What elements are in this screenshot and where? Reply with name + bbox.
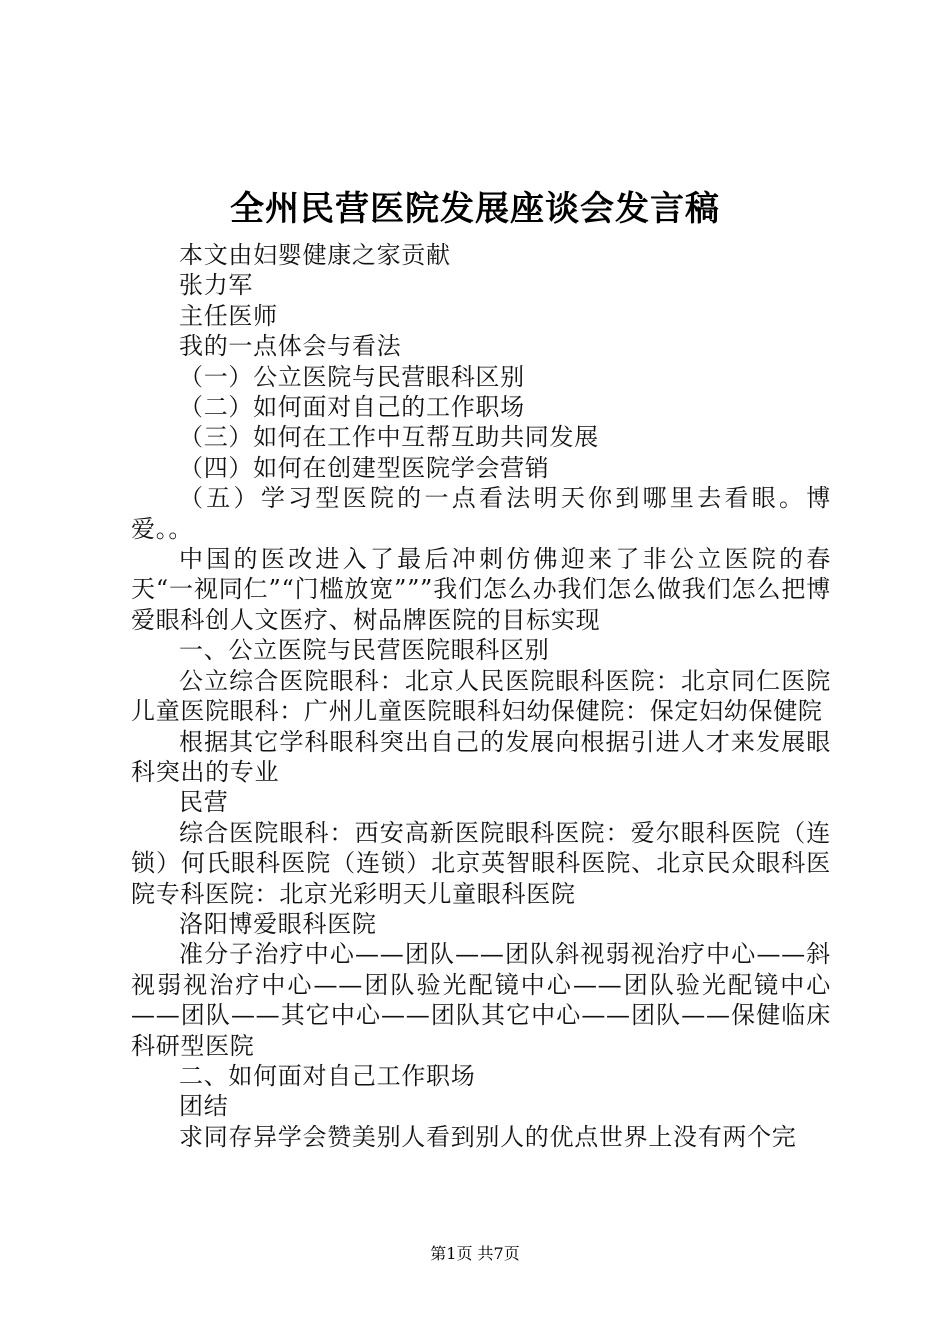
paragraph: 我的一点体会与看法 xyxy=(179,332,402,361)
paragraph: 一、公立医院与民营医院眼科区别 xyxy=(179,636,550,665)
paragraph: （一）公立医院与民营眼科区别 xyxy=(179,362,525,391)
document-title: 全州民营医院发展座谈会发言稿 xyxy=(230,189,720,229)
paragraph: 二、如何面对自己工作职场 xyxy=(179,1061,476,1090)
paragraph: 本文由妇婴健康之家贡献 xyxy=(179,241,451,269)
paragraph: （五）学习型医院的一点看法明天你到哪里去看眼。博爱。。 xyxy=(131,484,831,543)
paragraph: 洛阳博爱眼科医院 xyxy=(179,909,377,938)
paragraph: 主任医师 xyxy=(179,301,278,330)
paragraph: 民营 xyxy=(179,788,229,817)
paragraph: 综合医院眼科：西安高新医院眼科医院：爱尔眼科医院（连锁）何氏眼科医院（连锁）北京英智眼科医院、北京民众眼科医院专科医院：北京光彩明天儿童眼科医院 xyxy=(131,818,831,908)
paragraph: 根据其它学科眼科突出自己的发展向根据引进人才来发展眼科突出的专业 xyxy=(131,727,831,786)
paragraph: 中国的医改进入了最后冲刺仿佛迎来了非公立医院的春天“一视同仁”“门槛放宽”””我们怎么办我们怎么做我们怎么把博爱眼科创人文医疗、树品牌医院的目标实现 xyxy=(131,545,831,634)
paragraph: 求同存异学会赞美别人看到别人的优点世界上没有两个完 xyxy=(179,1122,797,1151)
paragraph: （四）如何在创建型医院学会营销 xyxy=(179,453,550,482)
paragraph: 公立综合医院眼科：北京人民医院眼科医院：北京同仁医院儿童医院眼科：广州儿童医院眼科妇幼保健院：保定妇幼保健院 xyxy=(131,666,831,726)
page-number-footer: 第1页 共7页 xyxy=(430,1244,520,1263)
paragraph: （三）如何在工作中互帮互助共同发展 xyxy=(179,423,599,452)
document-body xyxy=(131,240,831,1152)
paragraph: 团结 xyxy=(179,1092,229,1121)
paragraph: （二）如何面对自己的工作职场 xyxy=(179,393,525,422)
paragraph: 准分子治疗中心——团队——团队斜视弱视治疗中心——斜视弱视治疗中心——团队验光配镜中心——团队验光配镜中心——团队——其它中心——团队其它中心——团队——保健临床科研型医院 xyxy=(131,940,831,1060)
paragraph: 张力军 xyxy=(179,271,254,300)
